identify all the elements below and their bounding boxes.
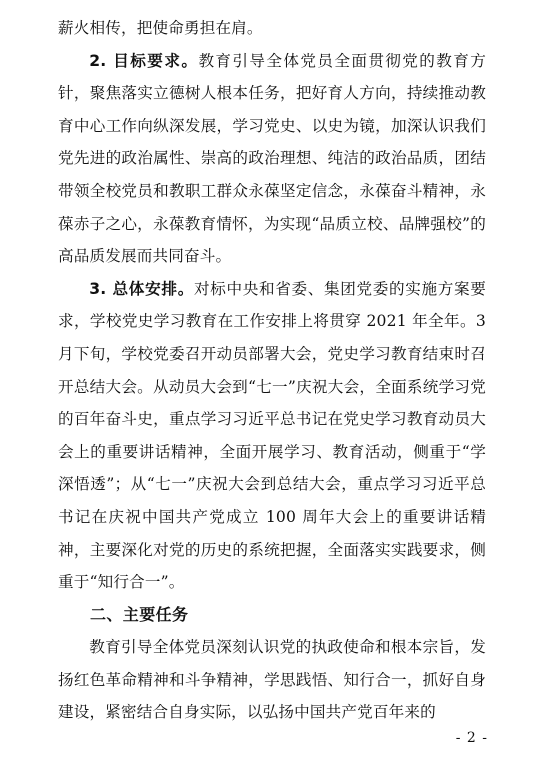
document-body: [58, 12, 486, 729]
goal-text: 教育引导全体党员全面贯彻党的教育方针，聚焦落实立德树人根本任务，把好育人方向，持续推动教育中心工作向纵深发展，学习党史、以史为镜，加深认识我们党先进的政治属性、崇高的政治理想、纯洁的政治品质，团结带领全校党员和教职工群众永葆坚定信念，永葆奋斗精神，永葆赤子之心，永葆教育情怀，为实现“品质立校、品牌强校”的高品质发展而共同奋斗。: [58, 51, 486, 266]
page-number: - 2 -: [455, 730, 488, 746]
plan-text: 对标中央和省委、集团党委的实施方案要求，学校党史学习教育在工作安排上将贯穿 2021 年全年。3 月下旬，学校党委召开动员部署大会，党史学习教育结束时召开总结大会。从动员大会到“七一”庆祝大会，全面系统学习党的百年奋斗史，重点学习习近平总书记在党史学习教育动员大会上的重要讲话精神，全面开展学习、教育活动，侧重于“学深悟透”；从“七一”庆祝大会到总结大会，重点学习习近平总书记在庆祝中国共产党成立 100 周年大会上的重要讲话精神，主要深化对党的历史的系统把握，全面落实实践要求，侧重于“知行合一”。: [58, 279, 486, 592]
section-two-heading: 二、主要任务: [90, 604, 189, 624]
plan-label: 3. 总体安排。: [89, 279, 194, 298]
goal-paragraph: [58, 45, 486, 273]
goal-label: 2. 目标要求。: [89, 51, 199, 70]
intro-tail-paragraph: 薪火相传，把使命勇担在肩。: [58, 19, 263, 37]
plan-paragraph: [58, 273, 486, 599]
tasks-paragraph: 教育引导全体党员深刻认识党的执政使命和根本宗旨，发扬红色革命精神和斗争精神，学思践悟、知行合一，抓好自身建设，紧密结合自身实际，以弘扬中国共产党百年来的: [58, 638, 486, 722]
